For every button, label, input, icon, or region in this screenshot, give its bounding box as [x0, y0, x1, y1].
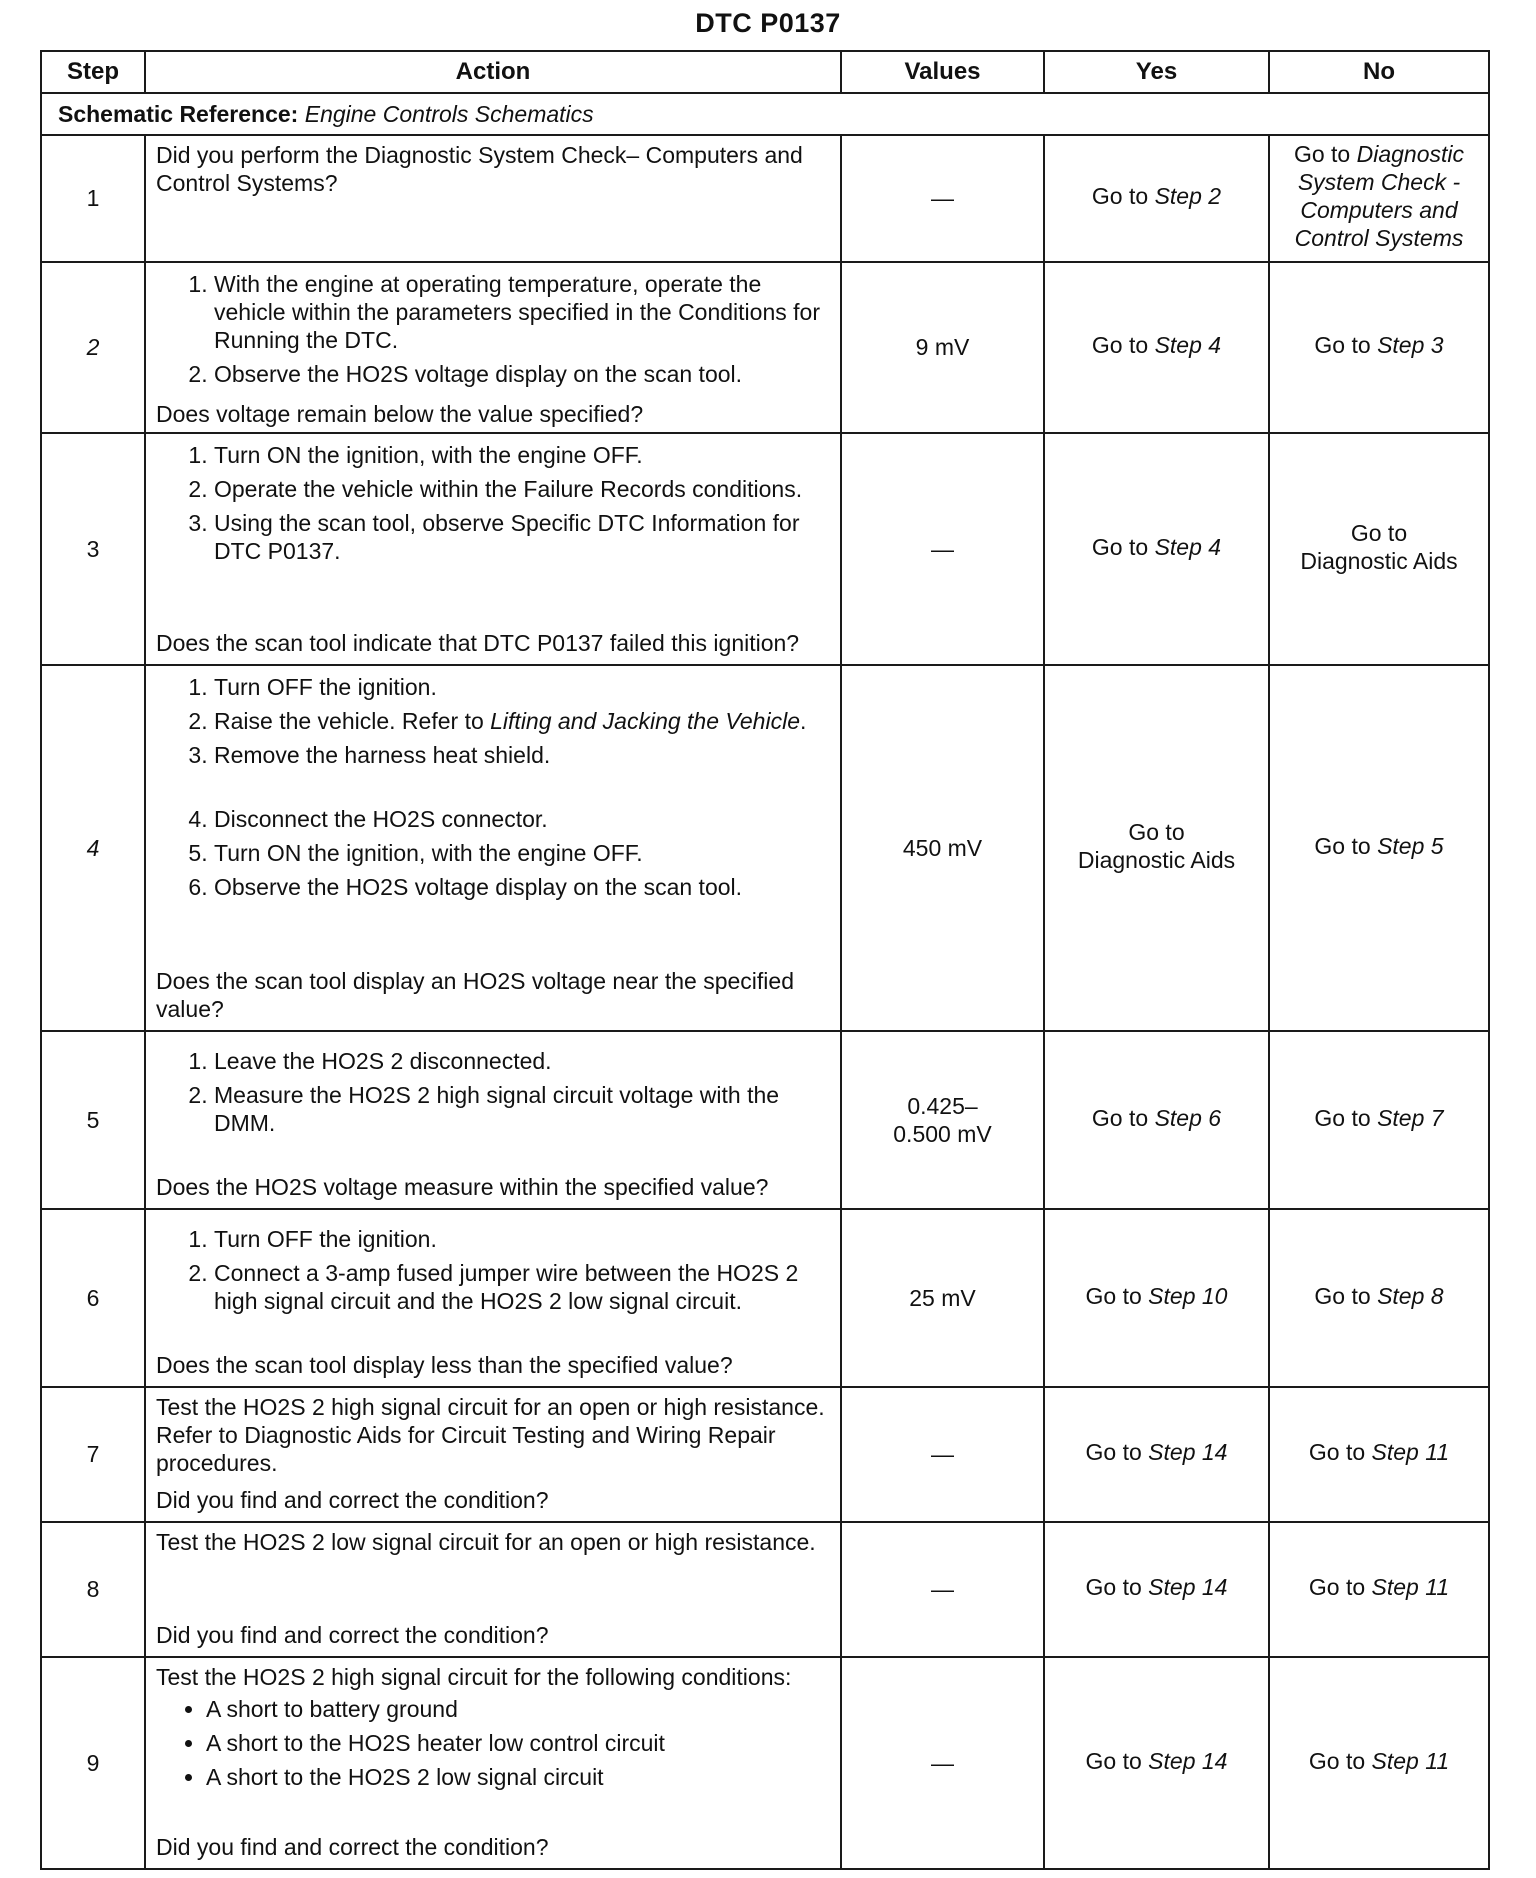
action-question: Did you find and correct the condition? — [156, 1621, 549, 1648]
action-item: 3. Remove the harness heat shield. — [214, 741, 832, 769]
yes-cell — [1044, 1031, 1269, 1209]
action-item: 1. Turn ON the ignition, with the engine OFF. — [214, 441, 832, 469]
action-item: 1. With the engine at operating temperature, operate the vehicle within the parameters specified in the Conditions for Running the DTC. — [214, 270, 832, 354]
header-values: Values — [841, 51, 1044, 93]
schematic-row — [41, 93, 1489, 135]
header-step: Step — [41, 51, 145, 93]
table-row — [41, 262, 1489, 433]
yes-target: Step 4 — [1154, 332, 1222, 359]
action-list — [156, 1047, 832, 1143]
action-text: Did you perform the Diagnostic System Check– Computers and Control Systems? — [156, 142, 803, 197]
action-item: 2. Measure the HO2S 2 high signal circuit voltage with the DMM. — [214, 1081, 832, 1137]
action-item: 3. Using the scan tool, observe Specific DTC Information for DTC P0137. — [214, 509, 832, 565]
no-cell — [1269, 1657, 1489, 1869]
no-cell — [1269, 135, 1489, 262]
go-to-text: Go to — [1091, 183, 1149, 210]
action-question: Did you find and correct the condition? — [156, 1486, 549, 1513]
step-action — [145, 262, 841, 433]
step-action — [145, 433, 841, 665]
step-number: 5 — [41, 1031, 145, 1209]
page-title: DTC P0137 — [695, 8, 841, 38]
go-to-text: Go to — [1091, 1104, 1149, 1131]
go-to-text: Go to — [1308, 1439, 1366, 1466]
table-row — [41, 665, 1489, 1031]
schematic-label: Schematic Reference: — [58, 100, 299, 127]
action-list — [156, 1225, 832, 1321]
schematic-value: Engine Controls Schematics — [304, 100, 594, 127]
step-number: 1 — [41, 135, 145, 262]
yes-cell — [1044, 433, 1269, 665]
action-question: Does the scan tool display an HO2S voltage near the specified value? — [156, 967, 794, 1022]
action-question: Does the HO2S voltage measure within the specified value? — [156, 1173, 769, 1200]
no-target: Step 11 — [1371, 1574, 1450, 1601]
action-list — [156, 805, 832, 901]
action-item: 4. Disconnect the HO2S connector. — [214, 805, 832, 833]
yes-cell — [1044, 262, 1269, 433]
step-value: 9 mV — [841, 262, 1044, 433]
action-item: 2. Observe the HO2S voltage display on the scan tool. — [214, 360, 832, 388]
yes-cell — [1044, 1522, 1269, 1657]
step-number: 7 — [41, 1387, 145, 1522]
go-to-text: Go to — [1128, 818, 1185, 845]
no-target: Step 11 — [1371, 1439, 1450, 1466]
yes-target: Step 6 — [1154, 1104, 1222, 1131]
action-text: Test the HO2S 2 high signal circuit for the following conditions: — [156, 1664, 792, 1690]
step-action — [145, 135, 841, 262]
go-to-text: Go to — [1350, 519, 1408, 546]
yes-cell — [1044, 135, 1269, 262]
step-value: — — [841, 135, 1044, 262]
step-action — [145, 1031, 841, 1209]
go-to-text: Go to — [1314, 1282, 1371, 1309]
step-action — [145, 1522, 841, 1657]
condition-list — [156, 1695, 832, 1791]
go-to-text: Go to — [1314, 1104, 1371, 1131]
header-no: No — [1269, 51, 1489, 93]
step-number: 8 — [41, 1522, 145, 1657]
step-action — [145, 1387, 841, 1522]
go-to-text: Go to — [1314, 832, 1371, 859]
step-action — [145, 1209, 841, 1387]
header-yes: Yes — [1044, 51, 1269, 93]
action-list — [156, 270, 832, 394]
step-number: 4 — [41, 665, 145, 1031]
step-number: 9 — [41, 1657, 145, 1869]
step-value: — — [841, 1522, 1044, 1657]
value-line: 0.500 mV — [893, 1121, 992, 1147]
no-target: Step 5 — [1377, 832, 1444, 859]
action-question: Does the scan tool display less than the specified value? — [156, 1351, 733, 1378]
action-item: 6. Observe the HO2S voltage display on the scan tool. — [214, 873, 832, 901]
go-to-text: Go to — [1308, 1574, 1366, 1601]
yes-target: Step 4 — [1154, 533, 1222, 560]
step-number: 6 — [41, 1209, 145, 1387]
action-item: 1. Turn OFF the ignition. — [214, 1225, 832, 1253]
action-question: Does the scan tool indicate that DTC P0137 failed this ignition? — [156, 629, 800, 656]
no-target: Step 7 — [1377, 1104, 1444, 1131]
schematic-reference — [41, 93, 1489, 135]
table-row — [41, 1657, 1489, 1869]
step-value — [841, 1031, 1044, 1209]
table-row — [41, 1387, 1489, 1522]
go-to-text: Go to — [1293, 141, 1351, 167]
step-value: — — [841, 1657, 1044, 1869]
no-cell — [1269, 1031, 1489, 1209]
yes-target: Step 10 — [1148, 1282, 1228, 1309]
value-line: 0.425– — [907, 1092, 978, 1119]
no-target: Step 11 — [1371, 1747, 1450, 1774]
action-item-text: Raise the vehicle. Refer to — [214, 708, 484, 735]
diagnostic-table — [40, 50, 1490, 1870]
condition-item: • A short to the HO2S heater low control circuit — [206, 1729, 832, 1757]
action-item: 2. Operate the vehicle within the Failure Records conditions. — [214, 475, 832, 503]
action-text: Test the HO2S 2 low signal circuit for an open or high resistance. — [156, 1529, 816, 1555]
action-item: 1. Leave the HO2S 2 disconnected. — [214, 1047, 832, 1075]
table-row — [41, 135, 1489, 262]
go-to-text: Go to — [1085, 1574, 1142, 1601]
yes-cell — [1044, 1209, 1269, 1387]
step-action — [145, 665, 841, 1031]
table-row — [41, 1209, 1489, 1387]
no-cell — [1269, 1209, 1489, 1387]
header-row — [41, 51, 1489, 93]
action-text: Test the HO2S 2 high signal circuit for an open or high resistance. Refer to Diagnostic Aids for Circuit Testing and Wiring Repair procedures. — [156, 1394, 825, 1477]
go-to-text: Go to — [1085, 1439, 1142, 1466]
step-value: — — [841, 433, 1044, 665]
yes-target: Diagnostic Aids — [1077, 847, 1236, 873]
no-target: Diagnostic System Check - Computers and Control Systems — [1294, 141, 1465, 252]
action-question: Did you find and correct the condition? — [156, 1833, 549, 1860]
step-value: 450 mV — [841, 665, 1044, 1031]
no-cell — [1269, 1522, 1489, 1657]
step-action — [145, 1657, 841, 1869]
table-row — [41, 1522, 1489, 1657]
condition-item: • A short to the HO2S 2 low signal circuit — [206, 1763, 832, 1791]
table-row — [41, 433, 1489, 665]
yes-target: Step 14 — [1148, 1439, 1228, 1466]
action-question: Does voltage remain below the value specified? — [156, 401, 644, 428]
go-to-text: Go to — [1308, 1747, 1366, 1774]
step-number: 3 — [41, 433, 145, 665]
action-list — [156, 441, 832, 571]
action-item: 2. Connect a 3-amp fused jumper wire between the HO2S 2 high signal circuit and the HO2S 2 low signal circuit. — [214, 1259, 832, 1315]
go-to-text: Go to — [1314, 332, 1371, 359]
header-action: Action — [145, 51, 841, 93]
action-item: 5. Turn ON the ignition, with the engine OFF. — [214, 839, 832, 867]
yes-cell — [1044, 1657, 1269, 1869]
no-target: Step 8 — [1377, 1282, 1444, 1309]
table-row — [41, 1031, 1489, 1209]
yes-cell — [1044, 665, 1269, 1031]
action-item: 2. Raise the vehicle. Refer to Lifting and Jacking the Vehicle. — [214, 707, 832, 735]
yes-target: Step 14 — [1148, 1747, 1228, 1774]
action-item-ref: Lifting and Jacking the Vehicle — [490, 708, 800, 735]
step-value: — — [841, 1387, 1044, 1522]
no-cell — [1269, 1387, 1489, 1522]
action-item: 1. Turn OFF the ignition. — [214, 673, 832, 701]
yes-cell — [1044, 1387, 1269, 1522]
no-cell — [1269, 262, 1489, 433]
no-target: Step 3 — [1377, 332, 1444, 359]
yes-target: Step 14 — [1148, 1574, 1228, 1601]
yes-target: Step 2 — [1154, 183, 1222, 210]
condition-item: • A short to battery ground — [206, 1695, 832, 1723]
go-to-text: Go to — [1085, 1282, 1142, 1309]
no-cell — [1269, 665, 1489, 1031]
no-cell — [1269, 433, 1489, 665]
step-number: 2 — [41, 262, 145, 433]
go-to-text: Go to — [1091, 332, 1149, 359]
go-to-text: Go to — [1085, 1747, 1142, 1774]
step-value: 25 mV — [841, 1209, 1044, 1387]
action-list — [156, 673, 832, 769]
go-to-text: Go to — [1091, 533, 1149, 560]
no-target: Diagnostic Aids — [1300, 548, 1458, 574]
